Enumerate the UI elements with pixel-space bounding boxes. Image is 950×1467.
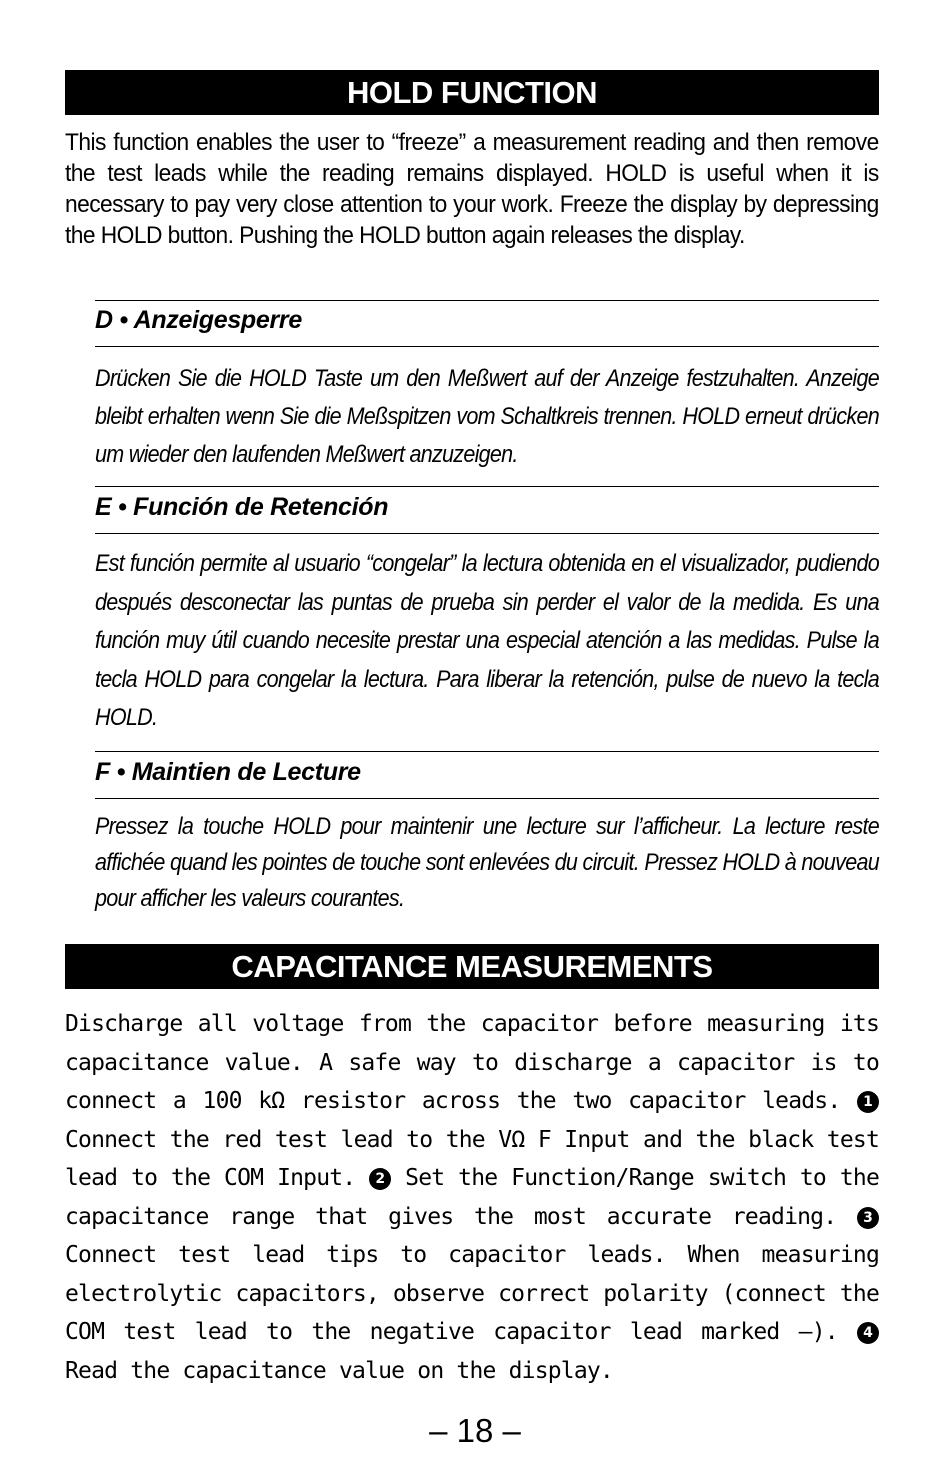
step-2-marker: 2: [369, 1168, 391, 1190]
step-1-marker: 1: [857, 1091, 879, 1113]
step-3-text: Connect test lead tips to capacitor leads. When measuring electrolytic capacitors, observe correct polarity (connect the COM test lead to the negative capacitor lead marked –).: [65, 1242, 879, 1345]
divider: [95, 798, 879, 799]
capacitance-text: [65, 1005, 879, 1390]
step-4-marker: 4: [857, 1322, 879, 1344]
hold-german-text: Drücken Sie die HOLD Taste um den Meßwert auf der Anzeige festzuhalten. Anzeige bleibt erhalten wenn Sie die Meßspitzen vom Schaltkreis trennen. HOLD erneut drücken um wieder den laufenden Meßwert anzuzeigen.: [95, 365, 879, 468]
hold-spanish-text: Est función permite al usuario “congelar” la lectura obtenida en el visualizador, pudiendo después desconectar las puntas de prueba sin perder el valor de la medida. Es una función muy útil cuando necesite prestar una especial atención a las medidas. Pulse la tecla HOLD para congelar la lectura. Para liberar la retención, pulse de nuevo la tecla HOLD.: [95, 550, 879, 731]
divider: [95, 751, 879, 752]
step-2-text: Set the Function/Range switch to the capacitance range that gives the most accurate reading.: [65, 1165, 879, 1230]
hold-english-text: This function enables the user to “freeze” a measurement reading and then remove the test leads while the reading remains displayed. HOLD is useful when it is necessary to pay very close attention to your work. Freeze the display by depressing the HOLD button. Pushing the HOLD button again releases the display.: [65, 129, 879, 249]
hold-function-title: HOLD FUNCTION: [65, 70, 879, 115]
german-heading: D • Anzeigesperre: [95, 306, 302, 334]
french-heading: F • Maintien de Lecture: [95, 758, 361, 786]
step-4-text: Read the capacitance value on the display.: [65, 1357, 613, 1384]
step-3-marker: 3: [857, 1207, 879, 1229]
hold-french-text: Pressez la touche HOLD pour maintenir une lecture sur l’afficheur. La lecture reste affichée quand les pointes de touche sont enlevées du circuit. Pressez HOLD à nouveau pour afficher les valeurs courantes.: [95, 813, 879, 912]
step-1-text: Connect the red test lead to the VΩ F Input and the black test lead to the COM Input.: [65, 1126, 879, 1191]
divider: [95, 300, 879, 301]
divider: [95, 346, 879, 347]
capacitance-intro: Discharge all voltage from the capacitor before measuring its capacitance value. A safe way to discharge a capacitor is to connect a 100 kΩ resistor across the two capacitor leads.: [65, 1011, 879, 1114]
divider: [95, 533, 879, 534]
divider: [95, 486, 879, 487]
capacitance-title: CAPACITANCE MEASUREMENTS: [65, 944, 879, 989]
spanish-heading: E • Función de Retención: [95, 493, 389, 521]
page-number: – 18 –: [429, 1412, 521, 1449]
